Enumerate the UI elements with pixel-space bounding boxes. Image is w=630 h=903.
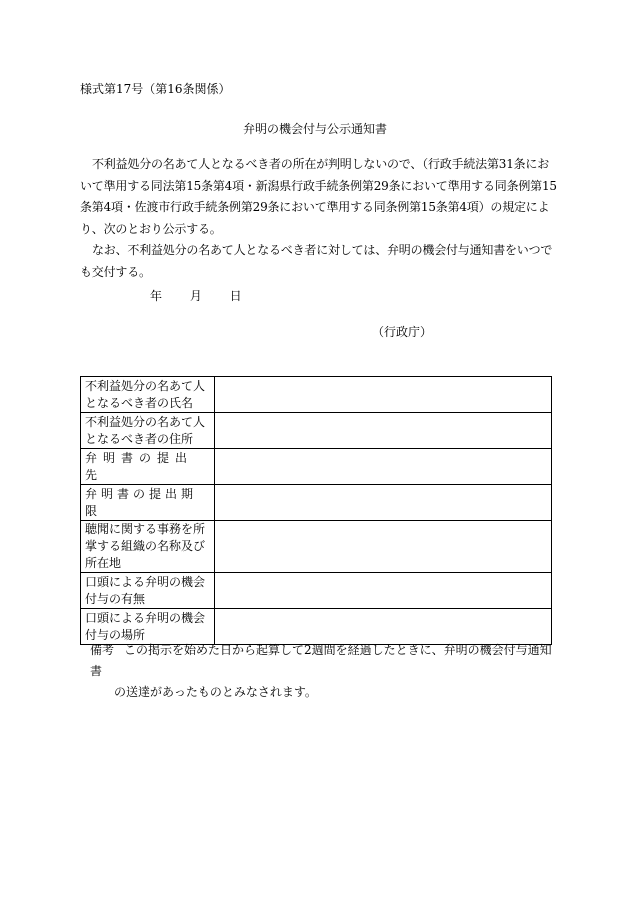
table-row <box>81 413 552 449</box>
row-value-recipient-name <box>215 377 552 413</box>
notice-table <box>80 376 552 645</box>
date-line <box>150 287 242 304</box>
table-row <box>81 573 552 609</box>
table-row <box>81 449 552 485</box>
row-label-organization: 聴聞に関する事務を所掌する組織の名称及び所在地 <box>81 521 215 573</box>
row-label-submission-deadline: 弁明書の提出期限 <box>81 485 215 521</box>
form-number: 様式第17号（第16条関係） <box>80 82 231 96</box>
row-label-recipient-address: 不利益処分の名あて人となるべき者の住所 <box>81 413 215 449</box>
remarks-note <box>90 640 560 703</box>
table-row <box>81 521 552 573</box>
body-text <box>80 154 558 283</box>
table-row <box>81 377 552 413</box>
remarks-heading: 備考 <box>90 643 115 657</box>
row-label-submission-place: 弁明書の提出先 <box>81 449 215 485</box>
table-row <box>81 485 552 521</box>
row-value-submission-deadline <box>215 485 552 521</box>
row-value-oral-availability <box>215 573 552 609</box>
remarks-text-line1: この掲示を始めた日から起算して2週間を経過したときに、弁明の機会付与通知書 <box>90 643 552 678</box>
row-value-submission-place <box>215 449 552 485</box>
date-year: 年 <box>150 289 163 303</box>
date-day: 日 <box>229 289 242 303</box>
document-title: 弁明の機会付与公示通知書 <box>242 122 387 136</box>
row-label-oral-location: 口頭による弁明の機会付与の場所 <box>81 609 215 645</box>
row-value-recipient-address <box>215 413 552 449</box>
row-label-oral-availability: 口頭による弁明の機会付与の有無 <box>81 573 215 609</box>
paragraph-delivery-note: なお、不利益処分の名あて人となるべき者に対しては、弁明の機会付与通知書をいつでも交付する。 <box>80 243 553 279</box>
paragraph-public-notice: 不利益処分の名あて人となるべき者の所在が判明しないので、（行政手続法第31条において準用する同法第15条第4項・新潟県行政手続条例第29条において準用する同条例第15条第4項・佐渡市行政手続条例第29条において準用する同条例第15条第4項）の規定により、次のとおり公示する。 <box>80 157 557 236</box>
agency-name: （行政庁） <box>372 325 433 339</box>
date-month: 月 <box>189 289 202 303</box>
row-value-organization <box>215 521 552 573</box>
row-label-recipient-name: 不利益処分の名あて人となるべき者の氏名 <box>81 377 215 413</box>
remarks-text-line2: の送達があったものとみなされます。 <box>114 685 317 699</box>
